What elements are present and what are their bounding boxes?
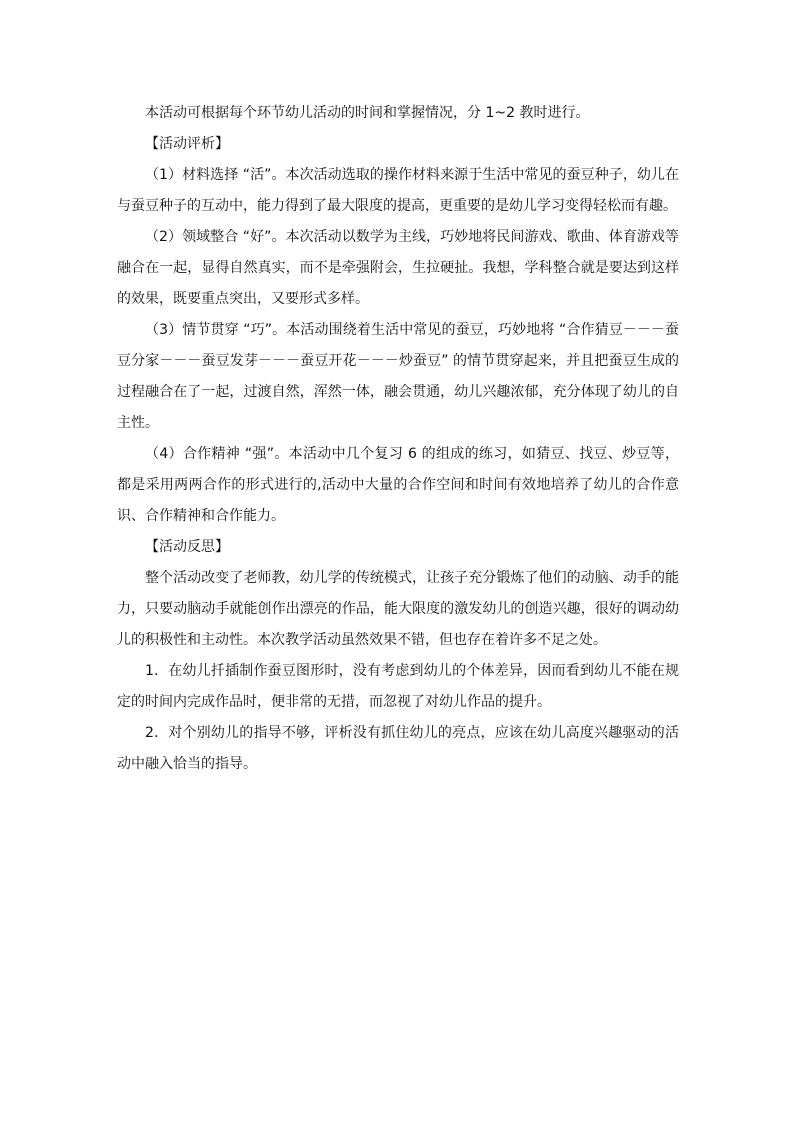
evaluation-heading: 【活动评析】 <box>145 136 229 152</box>
intro-paragraph: 本活动可根据每个环节幼儿活动的时间和掌握情况，分 1~2 教时进行。 <box>145 105 590 121</box>
evaluation-item-1: （1）材料选择 “活”。本次活动选取的操作材料来源于生活中常见的蚕豆种子，幼儿在与蚕豆种子的互动中，能力得到了最大限度的提高，更重要的是幼儿学习变得轻松而有趣。 <box>117 167 679 214</box>
reflection-intro-paragraph: 整个活动改变了老师教，幼儿学的传统模式，让孩子充分锻炼了他们的动脑、动手的能力，只要动脑动手就能创作出漂亮的作品，能大限度的激发幼儿的创造兴趣，很好的调动幼儿的积极性和主动性。本次教学活动虽然效果不错，但也存在着许多不足之处。 <box>117 570 679 648</box>
evaluation-item-4: （4）合作精神 “强”。本活动中几个复习 6 的组成的练习，如猜豆、找豆、炒豆等，都是采用两两合作的形式进行的,活动中大量的合作空间和时间有效地培养了幼儿的合作意识、合作精神和合作能力。 <box>117 446 679 524</box>
reflection-item-1: 1．在幼儿扦插制作蚕豆图形时，没有考虑到幼儿的个体差异，因而看到幼儿不能在规定的时间内完成作品时，便非常的无措，而忽视了对幼儿作品的提升。 <box>117 663 679 710</box>
reflection-item-2: 2．对个别幼儿的指导不够，评析没有抓住幼儿的亮点，应该在幼儿高度兴趣驱动的活动中融入恰当的指导。 <box>117 725 679 772</box>
document-body <box>117 98 679 780</box>
evaluation-item-3: （3）情节贯穿 “巧”。本活动围绕着生活中常见的蚕豆，巧妙地将 “合作猜豆－－－蚕豆分家－－－蚕豆发芽－－－蚕豆开花－－－炒蚕豆” 的情节贯穿起来，并且把蚕豆生成的过程融合在了一起，过渡自然，浑然一体，融会贯通，幼儿兴趣浓郁，充分体现了幼儿的自主性。 <box>117 322 679 431</box>
evaluation-item-2: （2）领域整合 “好”。本次活动以数学为主线，巧妙地将民间游戏、歌曲、体育游戏等融合在一起，显得自然真实，而不是牵强附会，生拉硬扯。我想，学科整合就是要达到这样的效果，既要重点突出，又要形式多样。 <box>117 229 679 307</box>
reflection-heading: 【活动反思】 <box>145 539 229 555</box>
